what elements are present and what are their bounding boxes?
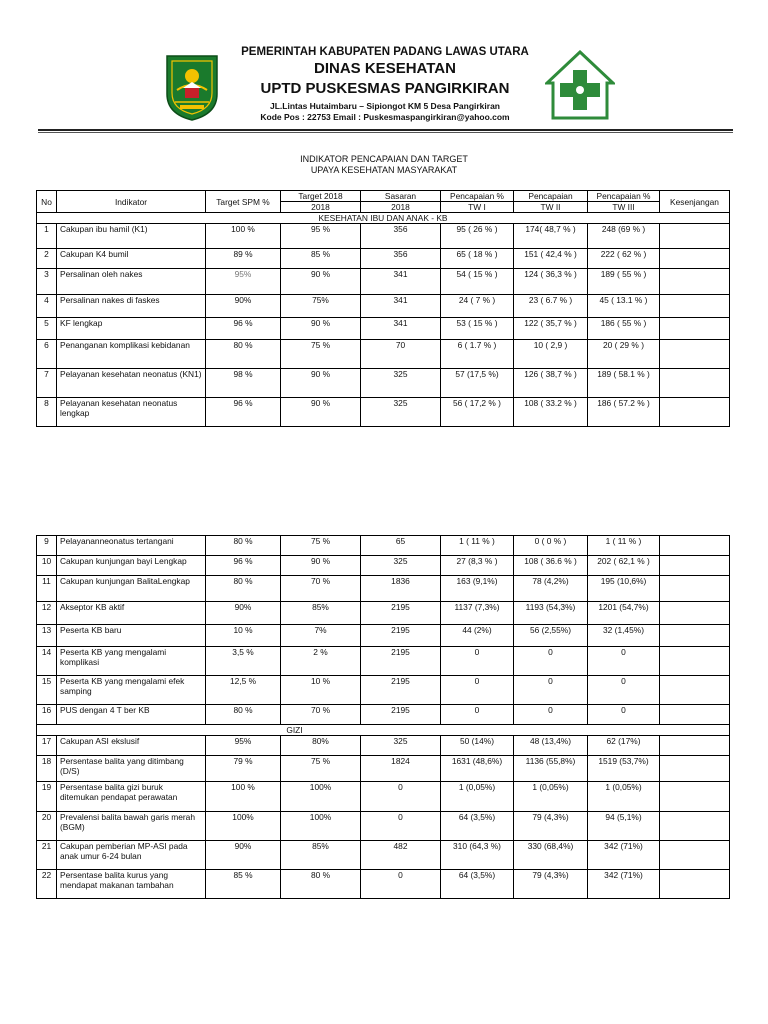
cell-no: 11 [37,576,57,602]
cell-kesenjangan [660,269,730,295]
cell-tw3: 94 (5,1%) [588,812,660,841]
table-row [37,269,730,295]
cell-target-2018: 90 % [281,369,361,398]
cell-target-2018: 75% [281,295,361,318]
cell-indikator: Persentase balita yang ditimbang (D/S) [57,756,206,782]
col-target-2018: Target 2018 [281,191,361,202]
cell-sasaran: 2195 [361,676,441,705]
cell-tw2: 0 [514,705,588,725]
cell-indikator: Cakupan pemberian MP-ASI pada anak umur 6-24 bulan [57,841,206,870]
cell-target-spm: 90% [206,295,281,318]
col-target-spm: Target SPM % [206,191,281,213]
cell-tw1: 0 [441,647,514,676]
col-sasaran-year: 2018 [361,202,441,213]
cell-kesenjangan [660,705,730,725]
cell-tw3: 186 ( 57.2 % ) [588,398,660,427]
cell-tw2: 1 (0,05%) [514,782,588,812]
cell-tw2: 126 ( 38,7 % ) [514,369,588,398]
cell-tw1: 0 [441,705,514,725]
cell-kesenjangan [660,676,730,705]
cell-tw2: 79 (4,3%) [514,870,588,899]
cell-target-spm: 79 % [206,756,281,782]
puskesmas-cross-logo-icon [545,50,615,122]
cell-sasaran: 70 [361,340,441,369]
col-no: No [37,191,57,213]
cell-tw1: 56 ( 17,2 % ) [441,398,514,427]
section-row-kia [37,213,730,224]
col-tw1: Pencapaian % [441,191,514,202]
cell-kesenjangan [660,782,730,812]
cell-kesenjangan [660,369,730,398]
cell-tw2: 124 ( 36,3 % ) [514,269,588,295]
cell-target-spm: 80 % [206,536,281,556]
col-tw3: Pencapaian % [588,191,660,202]
cell-tw3: 195 (10,6%) [588,576,660,602]
cell-sasaran: 1836 [361,576,441,602]
cell-sasaran: 0 [361,782,441,812]
cell-tw3: 0 [588,705,660,725]
table-body-2a [37,536,730,725]
cell-tw1: 27 (8,3 % ) [441,556,514,576]
cell-no: 7 [37,369,57,398]
cell-sasaran: 0 [361,870,441,899]
cell-tw1: 163 (9,1%) [441,576,514,602]
cell-kesenjangan [660,870,730,899]
cell-kesenjangan [660,647,730,676]
cell-kesenjangan [660,736,730,756]
cell-no: 5 [37,318,57,340]
cell-indikator: Cakupan ibu hamil (K1) [57,224,206,249]
cell-target-spm: 10 % [206,625,281,647]
cell-no: 19 [37,782,57,812]
col-target-year: 2018 [281,202,361,213]
cell-tw3: 222 ( 62 % ) [588,249,660,269]
table-row [37,841,730,870]
cell-target-spm: 80 % [206,340,281,369]
cell-no: 3 [37,269,57,295]
cell-kesenjangan [660,841,730,870]
cell-tw1: 44 (2%) [441,625,514,647]
cell-no: 2 [37,249,57,269]
cell-no: 18 [37,756,57,782]
cell-no: 14 [37,647,57,676]
table-row [37,705,730,725]
cell-no: 16 [37,705,57,725]
cell-target-spm: 80 % [206,705,281,725]
cell-target-spm: 100 % [206,224,281,249]
cell-sasaran: 356 [361,224,441,249]
cell-target-2018: 100% [281,812,361,841]
cell-tw1: 64 (3,5%) [441,812,514,841]
cell-tw3: 20 ( 29 % ) [588,340,660,369]
table-row [37,224,730,249]
cell-target-spm: 100% [206,812,281,841]
table-row [37,625,730,647]
cell-target-2018: 2 % [281,647,361,676]
cell-tw2: 48 (13,4%) [514,736,588,756]
cell-target-2018: 80 % [281,870,361,899]
table-body-1 [37,224,730,427]
cell-target-spm: 3,5 % [206,647,281,676]
table-row [37,249,730,269]
cell-no: 20 [37,812,57,841]
cell-target-spm: 89 % [206,249,281,269]
cell-indikator: Pelayananneonatus tertangani [57,536,206,556]
col-tw3-label: TW III [588,202,660,213]
cell-indikator: Persalinan oleh nakes [57,269,206,295]
cell-tw1: 64 (3,5%) [441,870,514,899]
cell-no: 4 [37,295,57,318]
col-tw2-label: TW II [514,202,588,213]
table-row [37,870,730,899]
cell-tw3: 342 (71%) [588,841,660,870]
cell-target-2018: 85 % [281,249,361,269]
cell-tw3: 45 ( 13.1 % ) [588,295,660,318]
cell-tw3: 186 ( 55 % ) [588,318,660,340]
cell-tw1: 95 ( 26 % ) [441,224,514,249]
table-row [37,736,730,756]
cell-kesenjangan [660,756,730,782]
section-gizi-body [37,725,730,736]
government-line: PEMERINTAH KABUPATEN PADANG LAWAS UTARA [241,46,529,58]
col-kesenjangan: Kesenjangan [660,191,730,213]
cell-target-2018: 90 % [281,269,361,295]
cell-kesenjangan [660,625,730,647]
cell-indikator: Prevalensi balita bawah garis merah (BGM) [57,812,206,841]
cell-tw2: 108 ( 36.6 % ) [514,556,588,576]
cell-target-spm: 96 % [206,318,281,340]
cell-no: 21 [37,841,57,870]
cell-sasaran: 2195 [361,602,441,625]
cell-target-spm: 100 % [206,782,281,812]
cell-sasaran: 356 [361,249,441,269]
cell-target-spm: 98 % [206,369,281,398]
cell-tw1: 54 ( 15 % ) [441,269,514,295]
cell-tw1: 310 (64,3 %) [441,841,514,870]
cell-tw3: 1201 (54,7%) [588,602,660,625]
cell-tw2: 0 [514,647,588,676]
cell-tw2: 151 ( 42,4 % ) [514,249,588,269]
cell-target-spm: 90% [206,841,281,870]
cell-tw2: 1136 (55,8%) [514,756,588,782]
cell-sasaran: 325 [361,556,441,576]
table-row [37,340,730,369]
cell-tw3: 202 ( 62,1 % ) [588,556,660,576]
cell-indikator: Cakupan ASI ekslusif [57,736,206,756]
cell-sasaran: 325 [361,398,441,427]
table-row [37,602,730,625]
cell-tw3: 62 (17%) [588,736,660,756]
cell-indikator: Peserta KB yang mengalami komplikasi [57,647,206,676]
col-indikator: Indikator [57,191,206,213]
cell-tw3: 0 [588,676,660,705]
cell-target-2018: 80% [281,736,361,756]
contact-line: Kode Pos : 22753 Email : Puskesmaspangirkiran@yahoo.com [260,112,510,122]
cell-no: 13 [37,625,57,647]
cell-tw3: 1519 (53,7%) [588,756,660,782]
cell-tw1: 24 ( 7 % ) [441,295,514,318]
cell-target-spm: 80 % [206,576,281,602]
cell-kesenjangan [660,340,730,369]
cell-sasaran: 325 [361,369,441,398]
section-title: GIZI [37,725,730,736]
cell-sasaran: 1824 [361,756,441,782]
cell-tw1: 1631 (48,6%) [441,756,514,782]
table-row [37,782,730,812]
cell-no: 15 [37,676,57,705]
cell-target-2018: 100% [281,782,361,812]
cell-target-2018: 7% [281,625,361,647]
cell-target-spm: 90% [206,602,281,625]
cell-sasaran: 482 [361,841,441,870]
cell-sasaran: 341 [361,269,441,295]
cell-sasaran: 325 [361,736,441,756]
indicator-table-page-2 [36,535,730,899]
cell-sasaran: 341 [361,318,441,340]
col-tw2: Pencapaian [514,191,588,202]
cell-indikator: PUS dengan 4 T ber KB [57,705,206,725]
cell-no: 1 [37,224,57,249]
cell-target-2018: 90 % [281,556,361,576]
table-body-2b [37,736,730,899]
table-header-row [37,191,730,202]
cell-tw3: 189 ( 58.1 % ) [588,369,660,398]
address-line: JL.Lintas Hutaimbaru – Sipiongot KM 5 Desa Pangirkiran [269,101,500,111]
cell-target-2018: 85% [281,841,361,870]
cell-tw2: 78 (4,2%) [514,576,588,602]
cell-no: 8 [37,398,57,427]
cell-tw2: 23 ( 6.7 % ) [514,295,588,318]
cell-target-spm: 12,5 % [206,676,281,705]
table-row [37,756,730,782]
cell-indikator: Pelayanan kesehatan neonatus lengkap [57,398,206,427]
cell-tw1: 1137 (7,3%) [441,602,514,625]
section-title: KESEHATAN IBU DAN ANAK - KB [37,213,730,224]
cell-indikator: Persalinan nakes di faskes [57,295,206,318]
cell-tw1: 1 ( 11 % ) [441,536,514,556]
cell-kesenjangan [660,318,730,340]
unit-name: UPTD PUSKESMAS PANGIRKIRAN [260,80,510,97]
cell-indikator: Persentase balita kurus yang mendapat makanan tambahan [57,870,206,899]
cell-no: 12 [37,602,57,625]
cell-kesenjangan [660,602,730,625]
cell-tw2: 10 ( 2,9 ) [514,340,588,369]
cell-no: 6 [37,340,57,369]
table-row [37,318,730,340]
cell-kesenjangan [660,536,730,556]
cell-indikator: Persentase balita gizi buruk ditemukan pendapat perawatan [57,782,206,812]
cell-tw2: 330 (68,4%) [514,841,588,870]
cell-tw1: 53 ( 15 % ) [441,318,514,340]
regency-emblem-icon [163,54,221,122]
document-title: INDIKATOR PENCAPAIAN DAN TARGET [300,154,468,164]
cell-indikator: Peserta KB baru [57,625,206,647]
cell-kesenjangan [660,576,730,602]
cell-target-2018: 95 % [281,224,361,249]
cell-tw2: 56 (2,55%) [514,625,588,647]
table-row [37,647,730,676]
cell-tw3: 189 ( 55 % ) [588,269,660,295]
cell-sasaran: 2195 [361,647,441,676]
agency-name: DINAS KESEHATAN [314,60,456,77]
cell-target-spm: 96 % [206,398,281,427]
cell-tw3: 0 [588,647,660,676]
cell-indikator: Pelayanan kesehatan neonatus (KN1) [57,369,206,398]
cell-tw1: 65 ( 18 % ) [441,249,514,269]
table-row [37,812,730,841]
cell-target-2018: 90 % [281,398,361,427]
cell-tw1: 6 ( 1.7 % ) [441,340,514,369]
cell-target-spm: 95% [206,269,281,295]
cell-indikator: Cakupan K4 bumil [57,249,206,269]
cell-tw2: 0 [514,676,588,705]
cell-sasaran: 2195 [361,625,441,647]
cell-target-2018: 70 % [281,576,361,602]
cell-target-2018: 75 % [281,536,361,556]
cell-target-2018: 85% [281,602,361,625]
cell-indikator: Cakupan kunjungan BalitaLengkap [57,576,206,602]
cell-no: 22 [37,870,57,899]
cell-target-2018: 75 % [281,340,361,369]
col-sasaran: Sasaran [361,191,441,202]
indicator-table-page-1 [36,190,730,427]
section-row-gizi [37,725,730,736]
cell-no: 9 [37,536,57,556]
cell-no: 17 [37,736,57,756]
cell-indikator: KF lengkap [57,318,206,340]
cell-sasaran: 341 [361,295,441,318]
cell-target-spm: 95% [206,736,281,756]
cell-target-2018: 75 % [281,756,361,782]
cell-kesenjangan [660,556,730,576]
col-tw1-label: TW I [441,202,514,213]
table-row [37,556,730,576]
cell-tw3: 1 ( 11 % ) [588,536,660,556]
document-subtitle: UPAYA KESEHATAN MASYARAKAT [310,165,458,175]
cell-kesenjangan [660,224,730,249]
cell-tw2: 1193 (54,3%) [514,602,588,625]
letterhead [0,40,768,135]
cell-indikator: Cakupan kunjungan bayi Lengkap [57,556,206,576]
cell-tw1: 50 (14%) [441,736,514,756]
cell-indikator: Akseptor KB aktif [57,602,206,625]
cell-tw3: 32 (1,45%) [588,625,660,647]
cell-tw2: 79 (4,3%) [514,812,588,841]
table-row [37,676,730,705]
cell-tw1: 1 (0,05%) [441,782,514,812]
cell-sasaran: 65 [361,536,441,556]
table-row [37,536,730,556]
cell-sasaran: 0 [361,812,441,841]
cell-tw3: 1 (0,05%) [588,782,660,812]
cell-kesenjangan [660,295,730,318]
cell-target-2018: 10 % [281,676,361,705]
cell-kesenjangan [660,812,730,841]
cell-target-spm: 96 % [206,556,281,576]
cell-kesenjangan [660,398,730,427]
letterhead-rule-thin [38,132,733,133]
cell-tw2: 122 ( 35,7 % ) [514,318,588,340]
cell-no: 10 [37,556,57,576]
table-row [37,369,730,398]
cell-indikator: Peserta KB yang mengalami efek samping [57,676,206,705]
cell-tw3: 342 (71%) [588,870,660,899]
cell-sasaran: 2195 [361,705,441,725]
cell-tw3: 248 (69 % ) [588,224,660,249]
cell-tw1: 0 [441,676,514,705]
cell-target-2018: 70 % [281,705,361,725]
table-row [37,398,730,427]
cell-tw2: 0 ( 0 % ) [514,536,588,556]
cell-tw1: 57 (17,5 %) [441,369,514,398]
cell-target-2018: 90 % [281,318,361,340]
letterhead-rule [38,129,733,131]
table-row [37,295,730,318]
table-row [37,576,730,602]
cell-kesenjangan [660,249,730,269]
cell-target-spm: 85 % [206,870,281,899]
cell-tw2: 108 ( 33.2 % ) [514,398,588,427]
cell-tw2: 174( 48,7 % ) [514,224,588,249]
cell-indikator: Penanganan komplikasi kebidanan [57,340,206,369]
